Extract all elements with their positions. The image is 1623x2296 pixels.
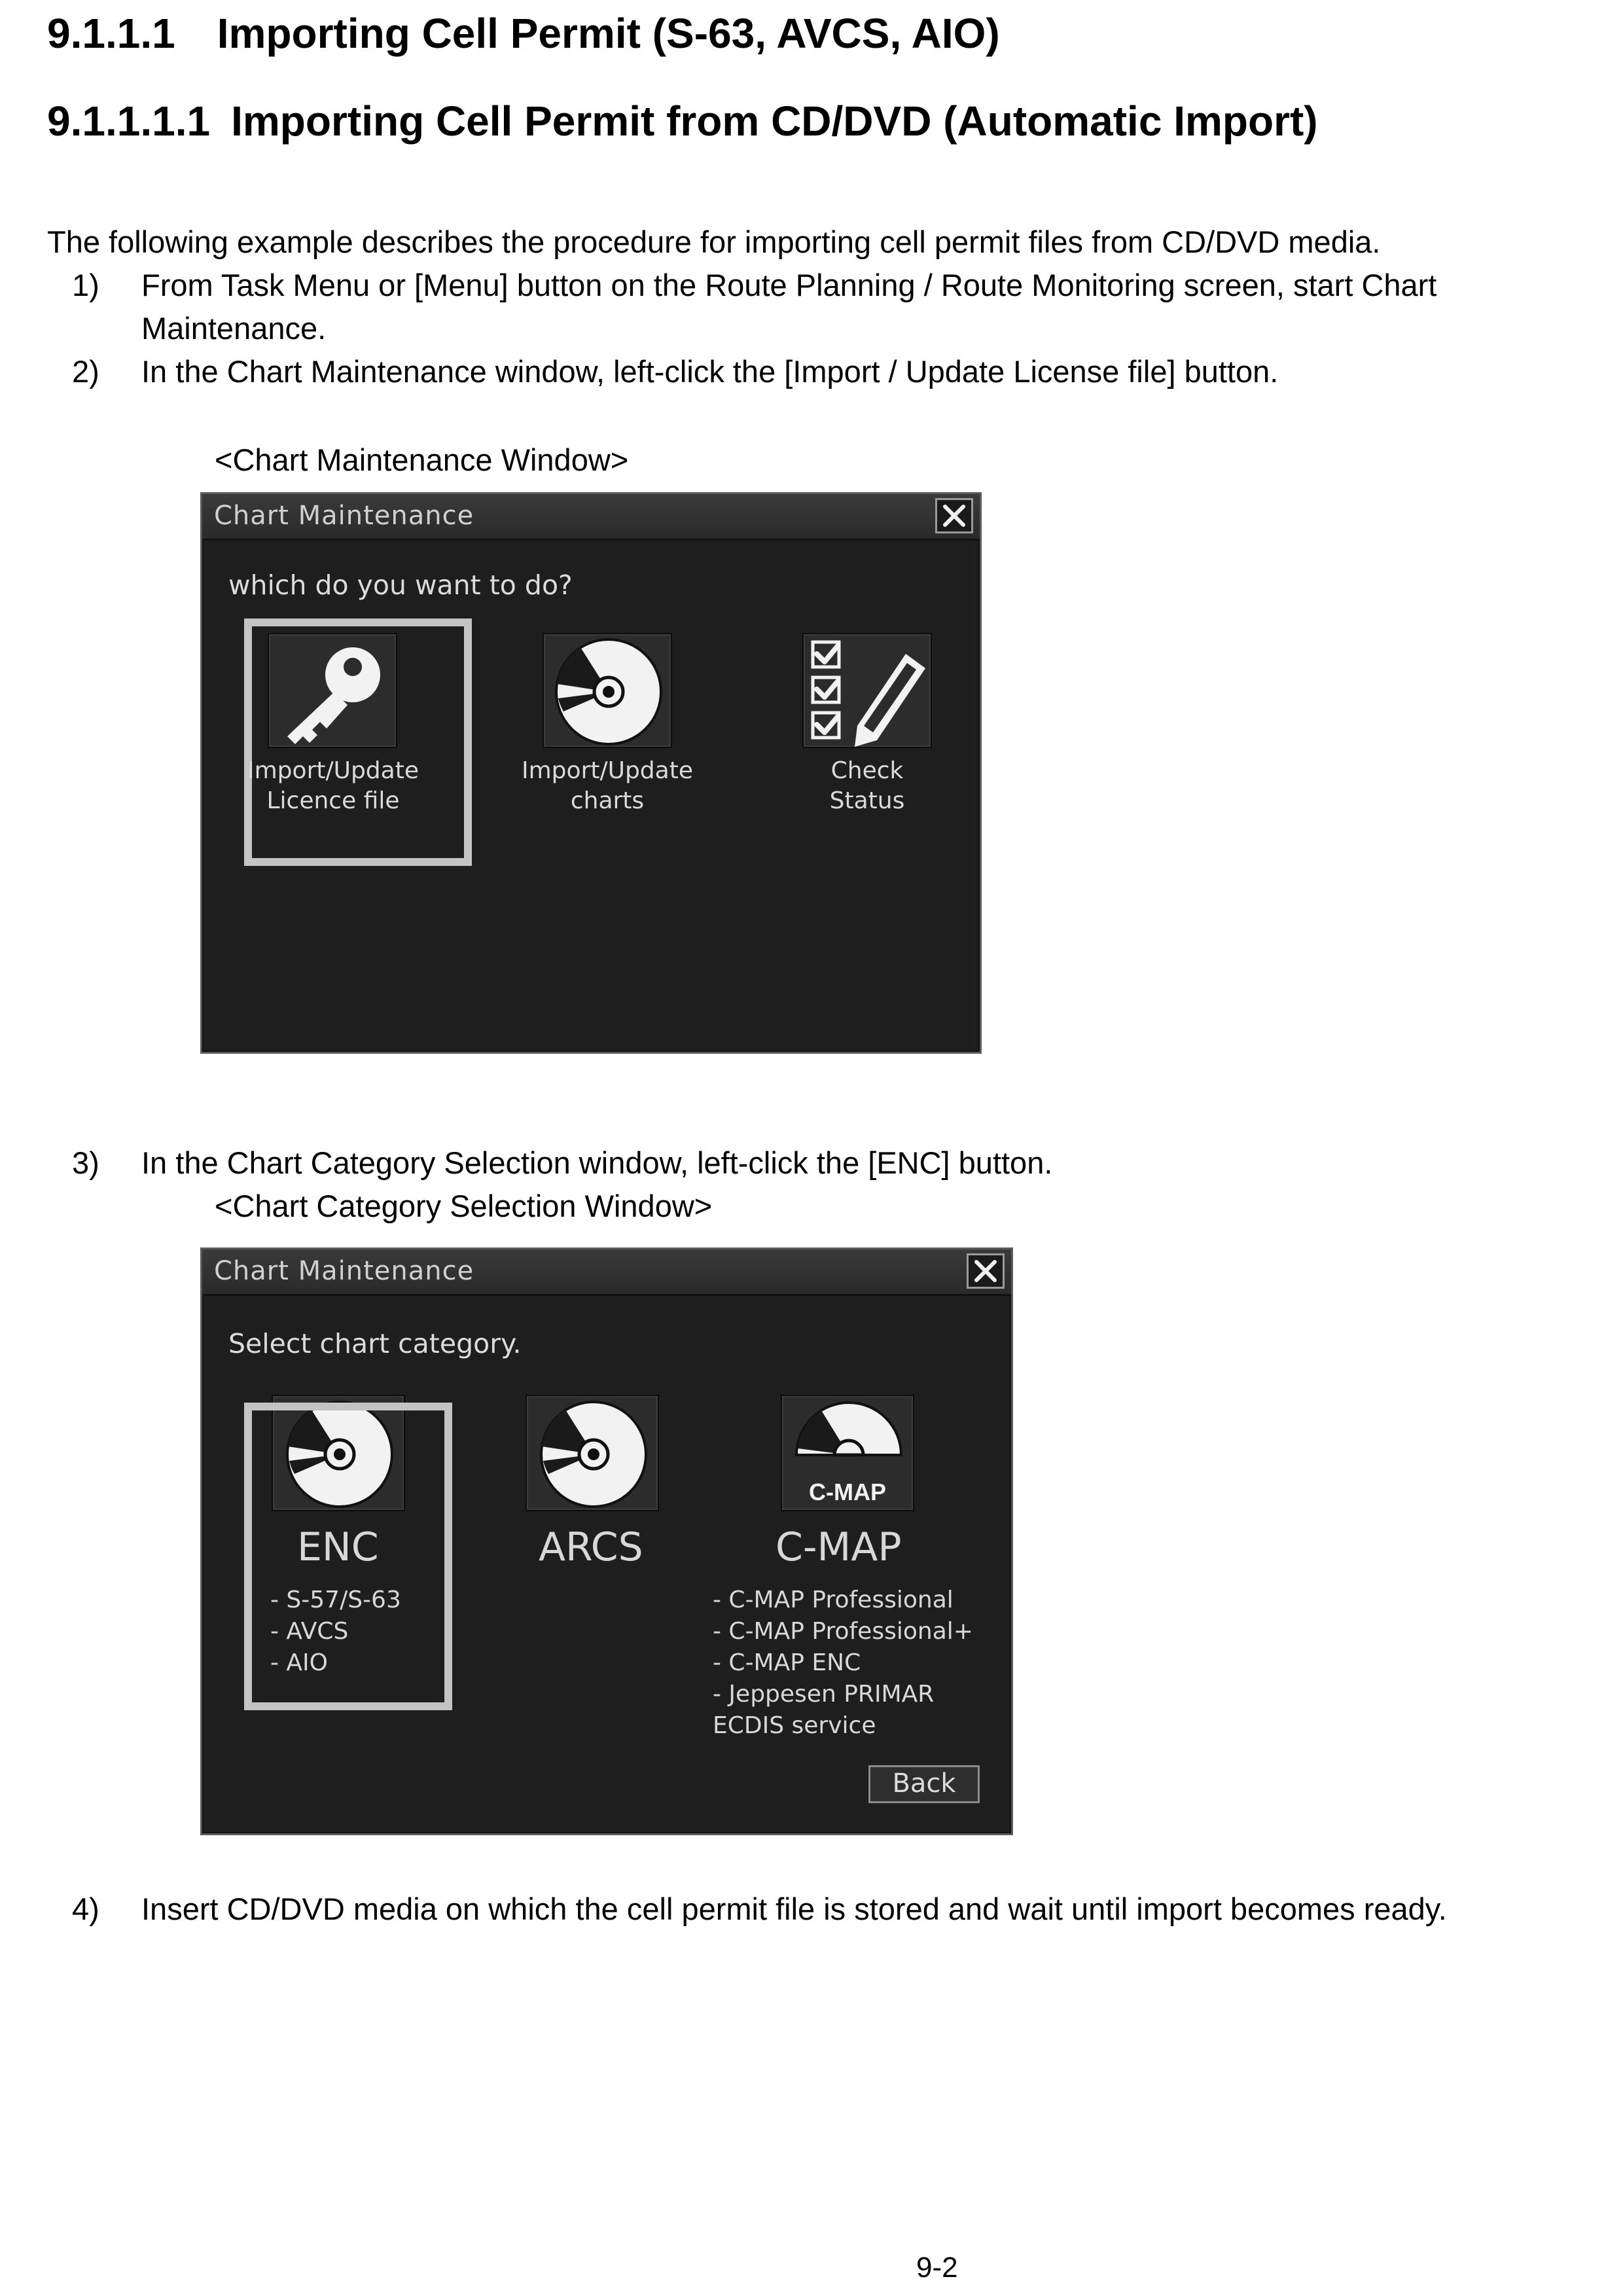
disc-icon [544,634,673,749]
button-label: Import/Update charts [522,757,693,814]
category-items: - C-MAP Professional - C-MAP Professional+ - C-MAP ENC - Jeppesen PRIMAR ECDIS service [713,1587,973,1739]
button-label: Import/Update Licence file [247,757,419,814]
disc-icon [527,1396,660,1513]
category-name: ARCS [539,1524,643,1570]
step-number: 1) [72,268,99,302]
step-number: 2) [72,354,99,389]
chart-category-window [200,1247,1013,1835]
cmap-badge: C-MAP [809,1479,886,1505]
cmap-button[interactable] [781,1395,914,1511]
key-icon [269,634,399,749]
category-name: ENC [297,1524,379,1570]
subsection-heading: 9.1.1.1.1 Importing Cell Permit from CD/DVD (Automatic Import) [47,98,1318,145]
button-label: Check Status [829,757,905,814]
arcs-button[interactable] [526,1395,659,1511]
section-heading: 9.1.1.1 Importing Cell Permit (S-63, AVCS, AIO) [47,10,1000,57]
figure-caption: <Chart Maintenance Window> [215,442,629,477]
back-button[interactable]: Back [868,1765,980,1803]
checklist-icon [804,634,933,749]
close-icon [974,1259,997,1283]
close-button[interactable] [967,1253,1005,1289]
chart-maintenance-window [200,492,982,1054]
step-number: 4) [72,1892,99,1926]
import-charts-button[interactable] [543,633,672,748]
step-4-text: Insert CD/DVD media on which the cell permit file is stored and wait until import becomes ready. [141,1892,1447,1926]
window-prompt: which do you want to do? [228,569,573,601]
category-name: C-MAP [776,1524,902,1570]
close-icon [942,504,966,528]
step-3-text: In the Chart Category Selection window, left-click the [ENC] button. [141,1145,1053,1180]
step-2-text: In the Chart Maintenance window, left-click the [Import / Update License file] button. [141,354,1279,389]
step-1-text-cont: Maintenance. [141,311,327,346]
page-number: 9-2 [916,2251,958,2284]
import-licence-button[interactable] [268,633,397,748]
window-title: Chart Maintenance [214,501,474,531]
step-number: 3) [72,1145,99,1180]
category-items: - S-57/S-63 - AVCS - AIO [270,1587,401,1676]
close-button[interactable] [935,498,973,533]
window-title: Chart Maintenance [214,1256,474,1286]
window-titlebar [202,494,980,541]
window-titlebar [202,1249,1011,1296]
check-status-button[interactable] [802,633,932,748]
figure-caption: <Chart Category Selection Window> [215,1189,713,1223]
window-prompt: Select chart category. [228,1328,522,1359]
intro-text: The following example describes the procedure for importing cell permit files from CD/DVD media. [47,224,1381,259]
step-1-text: From Task Menu or [Menu] button on the Route Planning / Route Monitoring screen, start Chart [141,268,1437,302]
